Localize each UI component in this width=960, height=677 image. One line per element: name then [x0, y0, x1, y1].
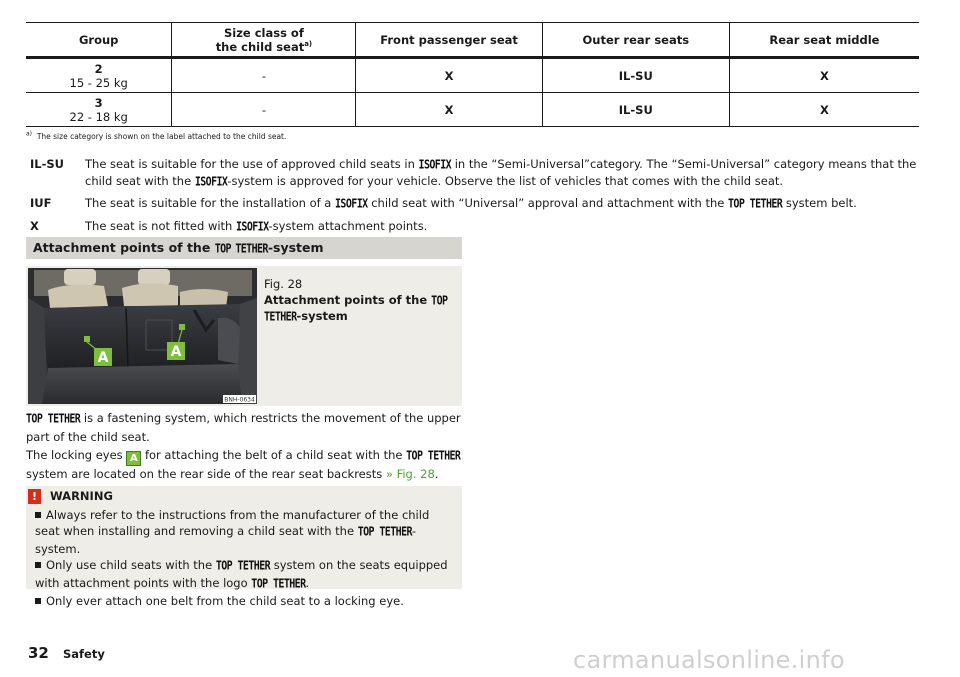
legend-text-part: child seat with “Universal” approval and attachment with the [371, 196, 725, 210]
cell-size-class: - [172, 93, 356, 127]
legend-row-ilsu [30, 157, 920, 190]
paragraph-text: system are located on the rear side of the rear seat backrests [26, 467, 383, 481]
legend-text-part: The seat is suitable for the installation of a [85, 196, 332, 210]
cell-rear-middle: X [729, 93, 919, 127]
legend-text [85, 157, 920, 190]
table-row [26, 58, 919, 93]
top-tether-logo: TOP TETHER [406, 449, 461, 463]
warning-body [35, 507, 455, 609]
legend-text-part: system belt. [785, 196, 857, 210]
table-footnote [26, 132, 286, 141]
header-front-passenger: Front passenger seat [356, 23, 542, 58]
figure-title-part: -system [296, 309, 348, 323]
cell-outer-rear: IL-SU [542, 93, 729, 127]
header-rear-middle: Rear seat middle [729, 23, 919, 58]
paragraph-locking-eyes [26, 447, 462, 483]
bullet-square-icon [35, 598, 41, 604]
warning-title: WARNING [50, 489, 113, 503]
cell-front-passenger: X [356, 58, 542, 93]
top-tether-logo: TOP TETHER [215, 559, 271, 573]
top-logo: TOP [431, 294, 448, 308]
legend-text [85, 219, 920, 236]
cell-size-class: - [172, 58, 356, 93]
section-title: -system [267, 240, 324, 255]
footnote-marker: a) [304, 39, 313, 48]
tether-logo: TETHER [264, 310, 297, 325]
isofix-logo: ISOFIX [194, 175, 228, 189]
paragraph-text: . [434, 467, 439, 481]
group-weight: 22 - 18 kg [69, 109, 128, 124]
header-group: Group [26, 23, 172, 58]
figure-marker-a: A [97, 350, 109, 366]
footnote-marker: a) [26, 130, 33, 138]
page-section: Safety [63, 647, 105, 661]
bullet-square-icon [35, 512, 41, 518]
header-size-class-line2: the child seat [215, 39, 305, 54]
warning-text: system on the seats equipped with attachment points with the logo [35, 558, 448, 590]
warning-text: . [305, 576, 310, 590]
legend-text-part: The seat is suitable for the use of approved child seats in [85, 157, 415, 171]
top-tether-logo: TOP TETHER [251, 577, 306, 591]
marker-a-badge: A [126, 451, 141, 466]
legend-key: IUF [30, 196, 52, 210]
footnote-text: The size category is shown on the label attached to the child seat. [36, 132, 287, 141]
figure-title-part: Attachment points of the [264, 292, 428, 307]
warning-icon: ! [28, 489, 41, 504]
figure-caption [264, 277, 454, 326]
child-seat-table [26, 22, 919, 127]
isofix-logo: ISOFIX [418, 158, 452, 173]
warning-text: Always refer to the instructions from the manufacturer of the child seat when installing and removing a child seat with the [35, 508, 430, 538]
top-logo: TOP [214, 242, 231, 256]
table-header-row [26, 23, 919, 58]
legend-text-part: The seat is not fitted with [85, 218, 233, 233]
bullet-square-icon [35, 562, 41, 568]
header-size-class-line1: Size class of [223, 25, 304, 40]
paragraph-text: for attaching the belt of a child seat with the [144, 448, 403, 462]
legend-key: X [30, 218, 39, 233]
legend-key: IL-SU [30, 157, 65, 171]
group-number: 2 [94, 61, 103, 76]
figure-label: Fig. 28 [264, 277, 303, 291]
watermark: carmanualsonline.info [573, 646, 845, 674]
warning-item [35, 593, 455, 609]
figure-code: BNH-0634 [224, 396, 255, 404]
top-tether-logo: TOP TETHER [357, 525, 412, 539]
paragraph-top-tether [26, 410, 462, 445]
section-title: Attachment points of the [33, 240, 211, 255]
group-weight: 15 - 25 kg [69, 75, 128, 90]
warning-text: Only use child seats with the [46, 558, 213, 572]
cell-group [26, 58, 172, 93]
warning-item [35, 507, 455, 557]
legend-row-x [30, 219, 920, 236]
paragraph-text: is a fastening system, which restricts the movement of the upper part of the child seat. [26, 411, 461, 444]
cell-outer-rear: IL-SU [542, 58, 729, 93]
legend-text-part: -system is approved for your vehicle. Observe the list of vehicles that comes with the child seat. [227, 173, 784, 188]
legend [30, 157, 920, 241]
warning-item [35, 557, 455, 593]
legend-text [85, 196, 920, 213]
top-tether-logo: TOP TETHER [728, 197, 783, 212]
table-row [26, 93, 919, 127]
header-outer-rear: Outer rear seats [542, 23, 729, 58]
figure-marker-a: A [170, 344, 182, 360]
header-size-class [172, 23, 356, 58]
top-tether-logo: TOP TETHER [26, 412, 81, 426]
cell-front-passenger: X [356, 93, 542, 127]
paragraph-text: The locking eyes [26, 448, 123, 462]
legend-text-part: in the “Semi-Universal”category. The “Semi-Universal” category means that the child seat with the [85, 157, 917, 188]
warning-text: Only ever attach one belt from the child seat to a locking eye. [46, 594, 404, 608]
page-number: 32 [28, 644, 49, 662]
tether-logo: TETHER [235, 242, 268, 256]
isofix-logo: ISOFIX [236, 220, 269, 234]
section-heading [26, 237, 462, 259]
isofix-logo: ISOFIX [335, 197, 368, 212]
legend-row-iuf [30, 196, 920, 213]
figure-image [28, 268, 257, 404]
cell-group [26, 93, 172, 127]
group-number: 3 [94, 95, 103, 110]
warning-text: -system. [35, 524, 417, 556]
figure-reference-link[interactable]: » Fig. 28 [385, 467, 435, 481]
figure-title [264, 293, 454, 326]
cell-rear-middle: X [729, 58, 919, 93]
legend-text-part: -system attachment points. [268, 218, 428, 233]
